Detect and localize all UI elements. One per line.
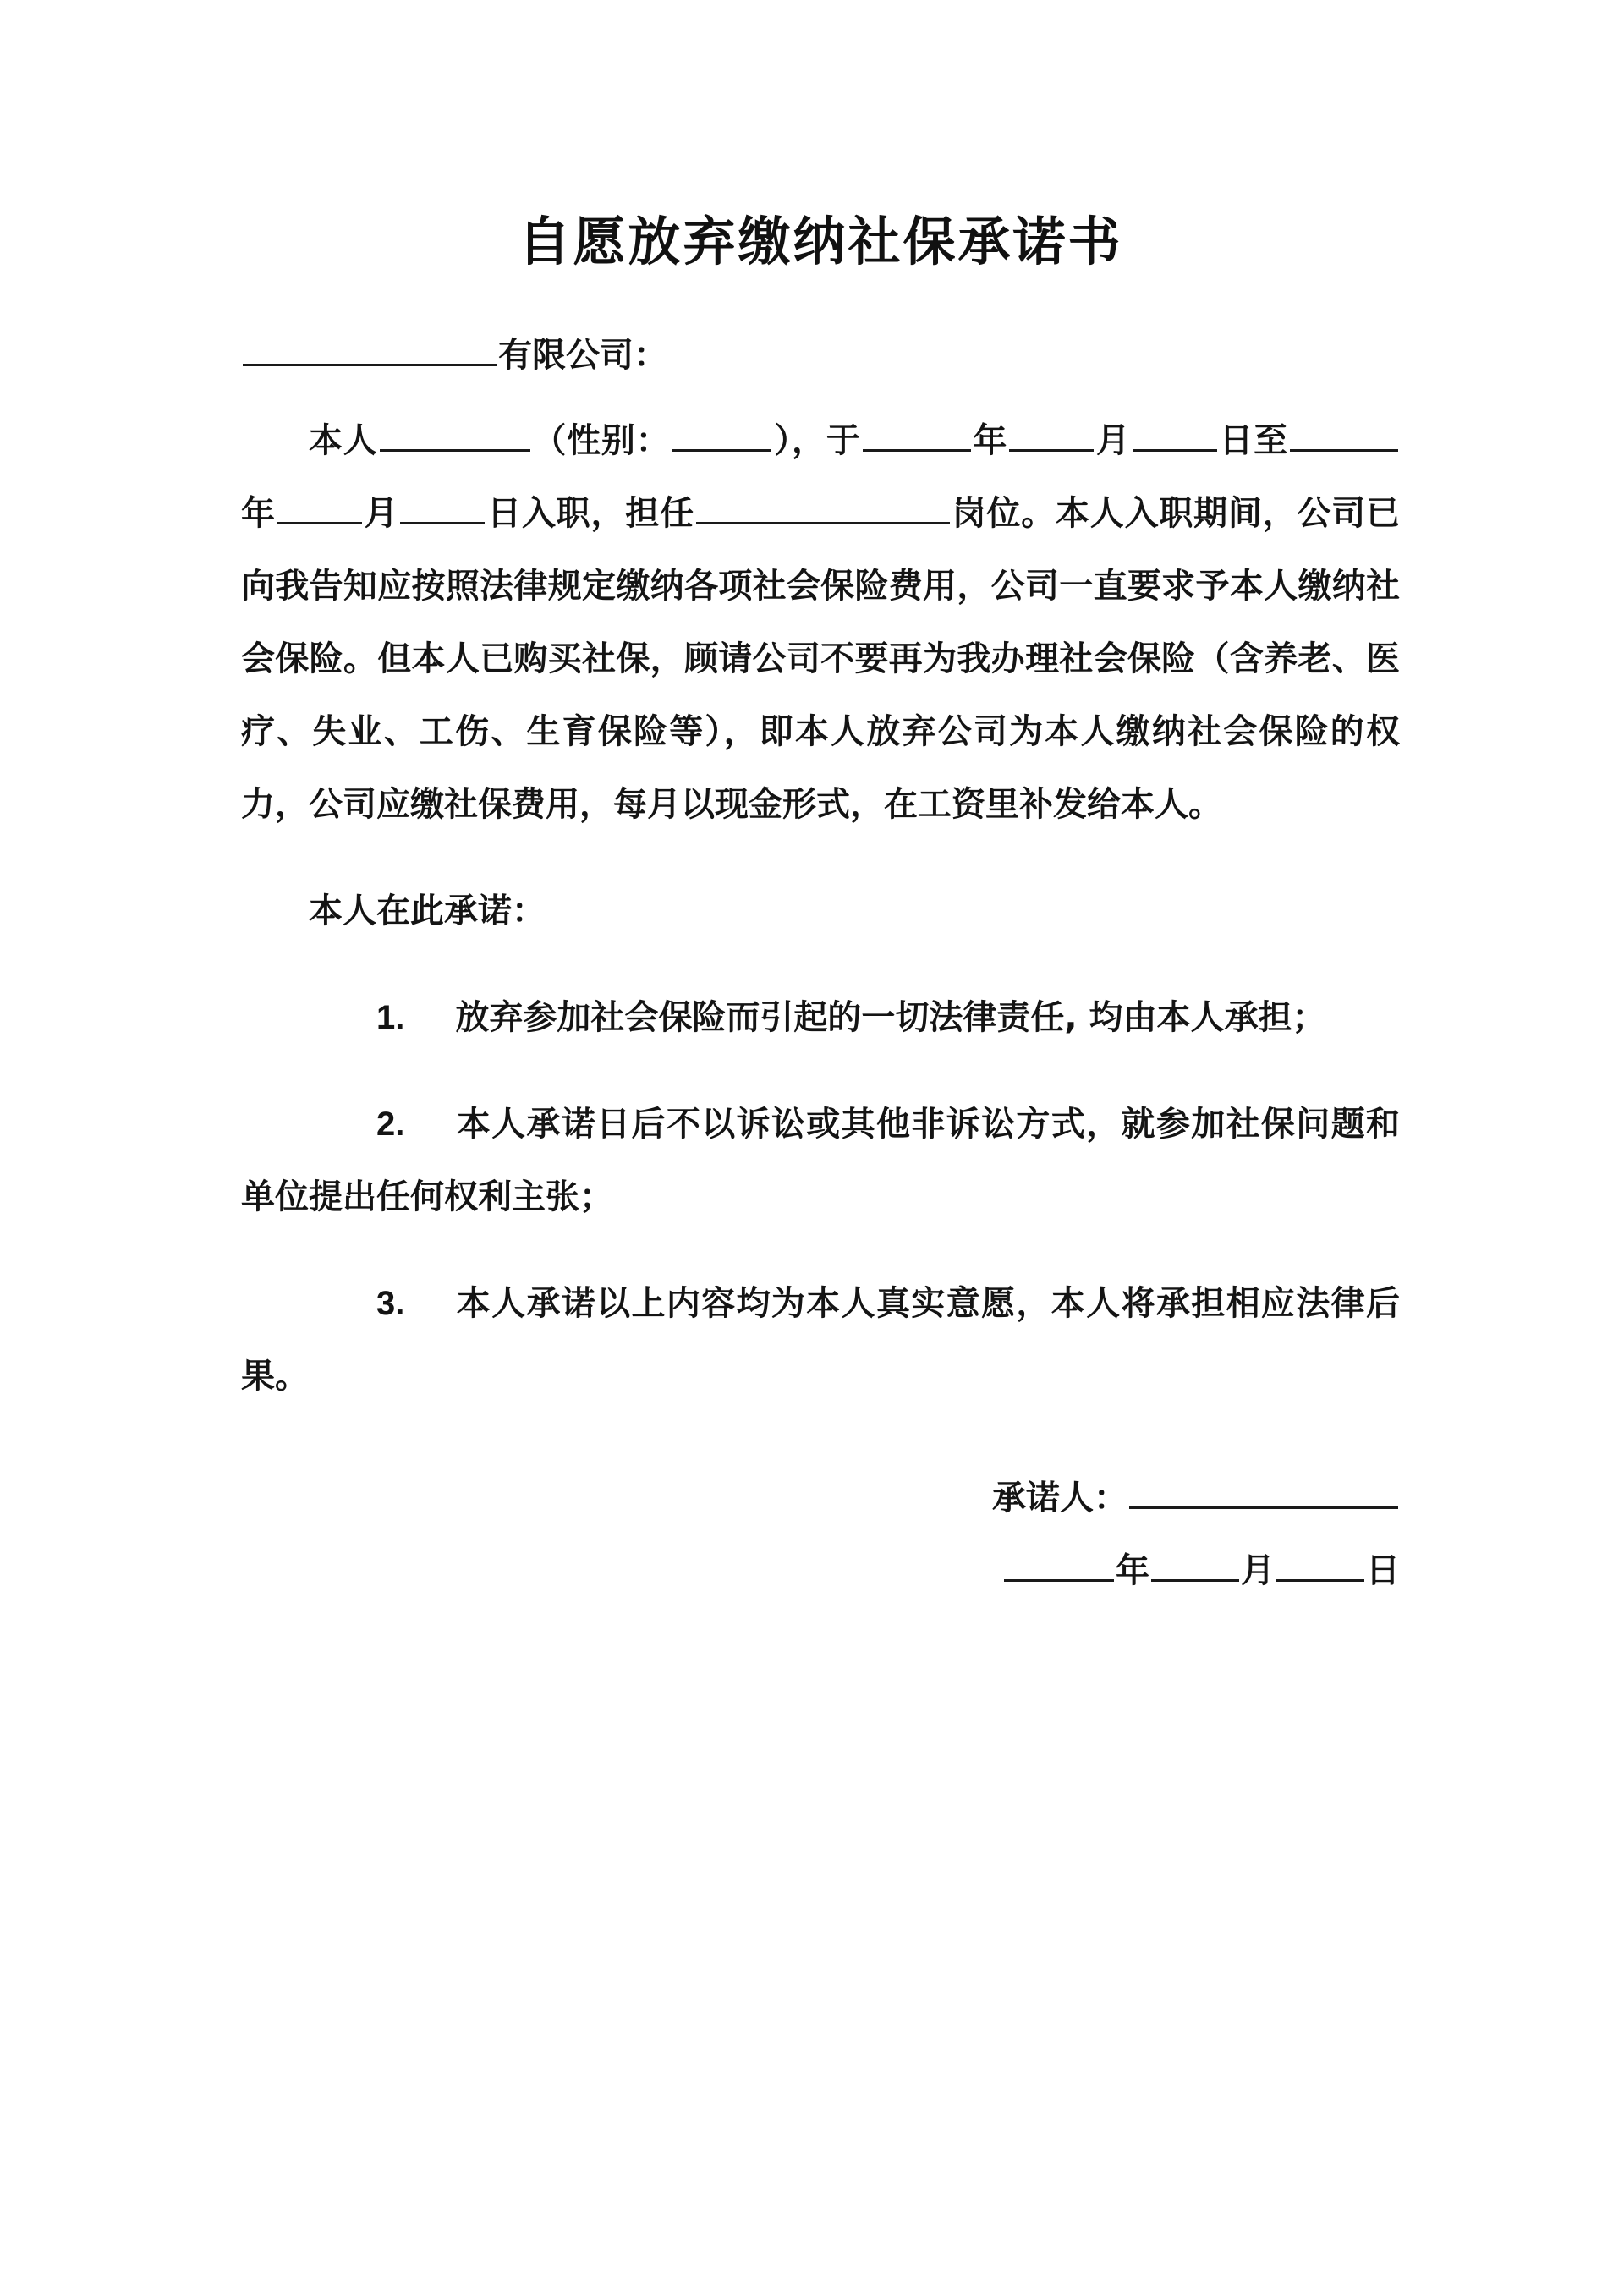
sign-day-blank[interactable]: [1276, 1547, 1364, 1582]
list-item-label: 本人承诺日后不以诉讼或其他非诉讼方式，就参加社保问题和单位提出任何权利主张；: [241, 1105, 1400, 1217]
body-line1-a: 本人: [309, 421, 378, 461]
employee-name-blank[interactable]: [380, 417, 530, 452]
job-position-blank[interactable]: [696, 490, 950, 524]
body-line2-a: 年: [241, 494, 276, 534]
promise-list: [241, 981, 1400, 1413]
body-line1-d: 年: [972, 421, 1008, 461]
body-line1-b: （性别：: [531, 421, 671, 461]
body-line1-f: 日至: [1218, 421, 1289, 461]
list-item-number: 3.: [376, 1285, 405, 1323]
body-line1-c: ），于: [773, 421, 861, 461]
sign-month-blank[interactable]: [1151, 1547, 1239, 1582]
body-paragraph-tail: 本人入职期间，公司已向我告知应按照法律规定缴纳各项社会保险费用，公司一直要求予本人缴纳社会保险。但本人已购买社保，顾请公司不要再为我办理社会保险（含养老、医疗、失业、工伤、生育保险等），即本人放弃公司为本人缴纳社会保险的权力，公司应缴社保费用，每月以现金形式，在工资里补发给本人。: [241, 494, 1401, 825]
gender-blank[interactable]: [672, 417, 771, 452]
signature-date-row: [241, 1534, 1400, 1607]
end-day-blank[interactable]: [400, 490, 485, 524]
list-item: [241, 1088, 1400, 1233]
signature-row: [241, 1462, 1400, 1534]
end-year-blank[interactable]: [1290, 417, 1398, 452]
start-day-blank[interactable]: [1133, 417, 1217, 452]
list-item: [241, 1267, 1400, 1413]
page-title: 自愿放弃缴纳社保承诺书: [518, 211, 1123, 272]
document-content: [241, 0, 1400, 1607]
signer-name-blank[interactable]: [1129, 1474, 1398, 1509]
signer-label: 承诺人：: [992, 1479, 1127, 1518]
company-name-blank[interactable]: [243, 332, 497, 366]
sign-year-label: 年: [1116, 1551, 1149, 1591]
sign-day-label: 日: [1366, 1551, 1400, 1591]
list-item-number: 1.: [376, 999, 405, 1037]
list-item: [241, 981, 1400, 1054]
body-line2-b: 月: [363, 494, 399, 534]
body-line1-e: 月: [1095, 421, 1131, 461]
list-item-label: 放弃参加社会保险而引起的一切法律责任, 均由本人承担；: [455, 998, 1326, 1038]
list-item-label: 本人承诺以上内容均为本人真实意愿，本人将承担相应法律后果。: [241, 1284, 1400, 1397]
start-year-blank[interactable]: [863, 417, 971, 452]
promise-lead: 本人在此承诺：: [309, 892, 546, 931]
sign-year-blank[interactable]: [1004, 1547, 1114, 1582]
signature-block: [241, 1462, 1400, 1607]
body-line2-d: 岗位。: [951, 494, 1056, 534]
sign-month-label: 月: [1241, 1551, 1275, 1591]
end-month-blank[interactable]: [277, 490, 362, 524]
addressee-suffix: 有限公司：: [498, 336, 667, 376]
addressee-line: [241, 332, 1400, 376]
body-paragraph-main: [241, 404, 1400, 841]
list-item-number: 2.: [376, 1106, 405, 1144]
start-month-blank[interactable]: [1009, 417, 1094, 452]
body-line2-c: 日入职，担任: [486, 494, 694, 534]
